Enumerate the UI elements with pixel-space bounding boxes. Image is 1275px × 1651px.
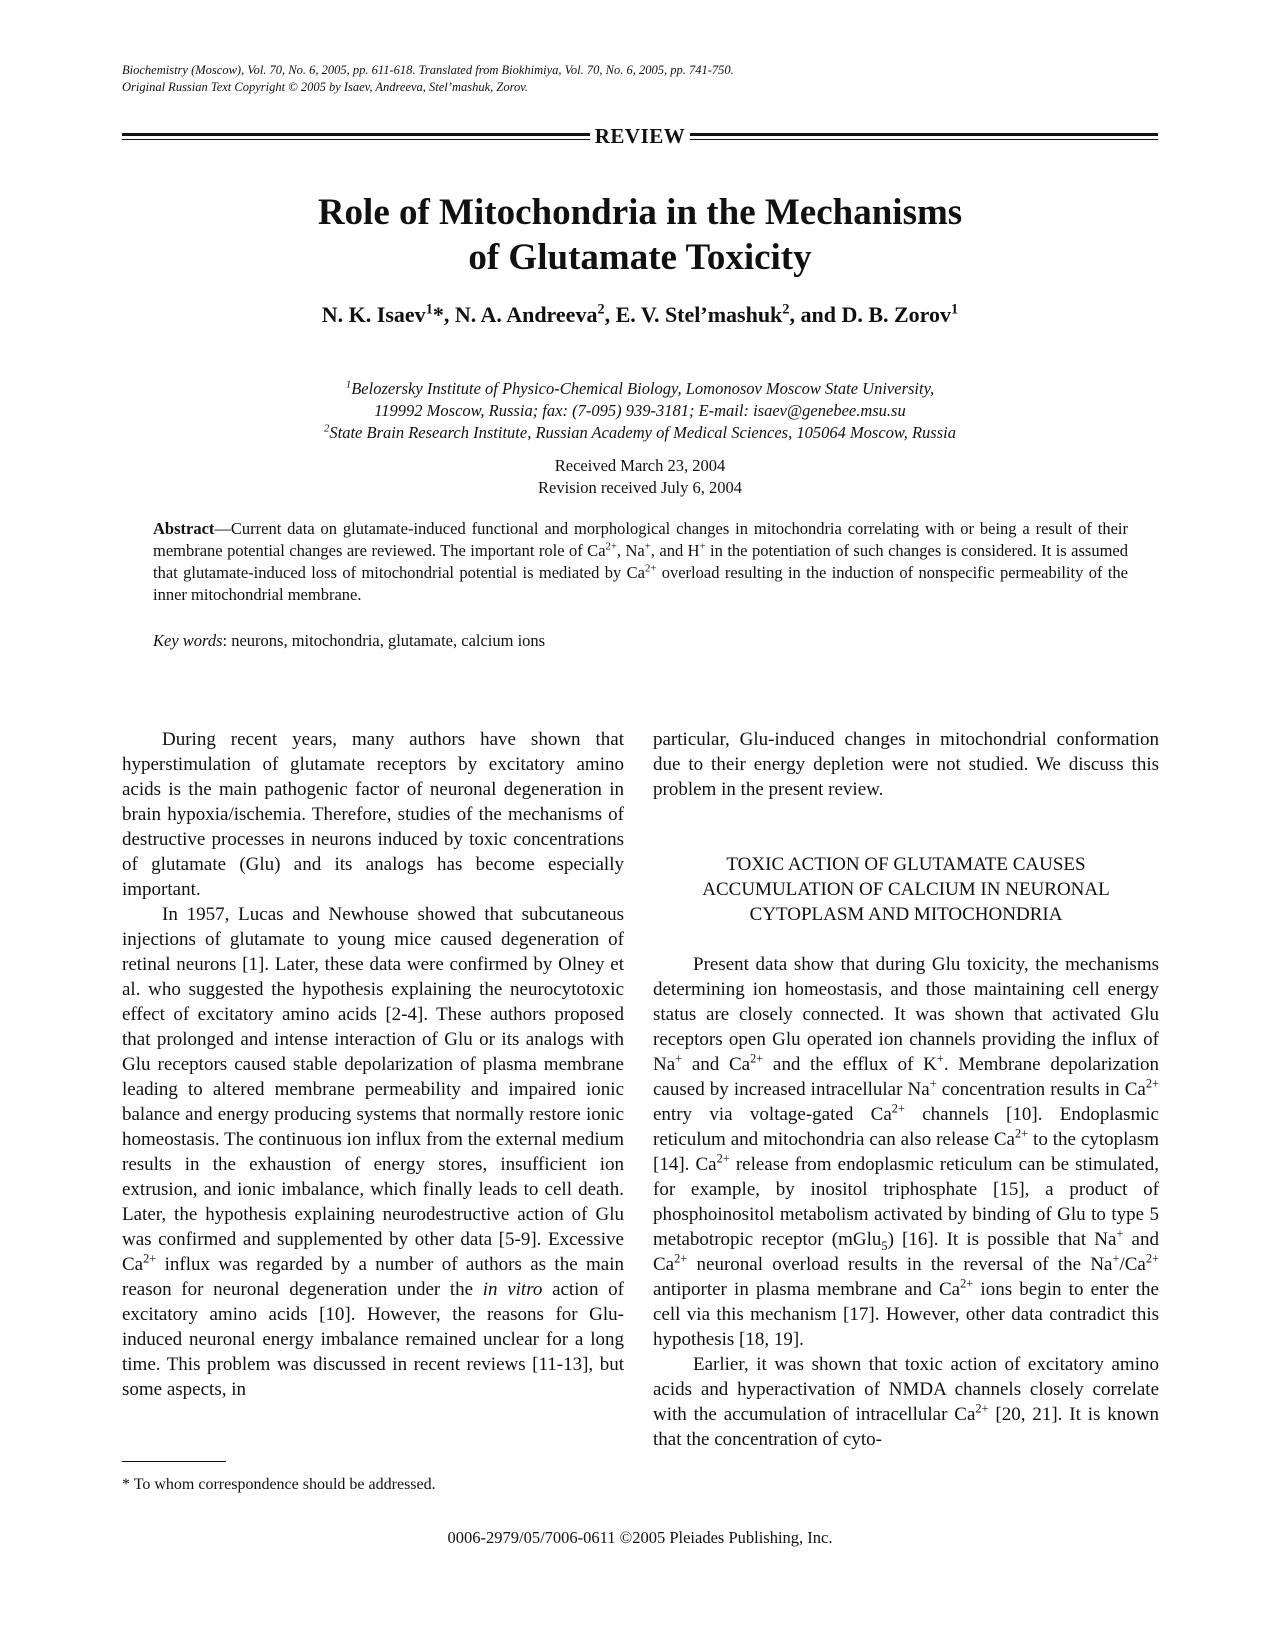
paragraph xyxy=(653,952,1159,1352)
affil-text: Belozersky Institute of Physico-Chemical Biology, Lomonosov Moscow State University, xyxy=(351,379,935,398)
superscript: + xyxy=(929,1076,937,1091)
abstract-text: , Na xyxy=(616,541,645,560)
superscript: 2+ xyxy=(960,1276,974,1291)
abstract-label: Abstract xyxy=(153,519,215,538)
affil-mark: 1 xyxy=(345,378,352,391)
paragraph-text: to the cytoplasm [14]. Ca xyxy=(653,1129,1159,1175)
superscript: 2+ xyxy=(644,562,657,575)
paragraph-text: channels [10]. Endoplasmic reticulum and mitochondria can also release Ca xyxy=(653,1104,1159,1150)
superscript: + xyxy=(1116,1226,1124,1241)
paragraph-text: and the efflux of K xyxy=(763,1054,937,1075)
received-dates xyxy=(122,455,1158,499)
keywords xyxy=(153,630,1128,652)
superscript: 2+ xyxy=(716,1151,730,1166)
subscript: 5 xyxy=(881,1238,888,1253)
superscript: 2+ xyxy=(891,1101,905,1116)
author-name: N. A. Andreeva xyxy=(454,302,598,327)
abstract xyxy=(153,518,1128,606)
footnote-rule xyxy=(122,1461,226,1462)
paragraph: particular, Glu-induced changes in mitochondrial conformation due to their energy depletion were not studied. We discuss this problem in the present review. xyxy=(653,729,1159,800)
paragraph-text: In 1957, Lucas and Newhouse showed that subcutaneous injections of glutamate to young mice caused degeneration of retinal neurons [1]. Later, these data were confirmed by Olney et al. who suggested the hypothesis explaining the neurocytotoxic effect of excitatory amino acids [2-4]. These authors proposed that prolonged and intense interaction of Glu or its analogs with Glu receptors caused stable depolarization of plasma membrane leading to altered membrane permeability and impaired ionic balance and energy producing systems that normally restore ionic homeostasis. The continuous ion influx from the external medium results in the exhaustion of energy stores, insufficient ion extrusion, and ionic imbalance, which finally leads to cell death. Later, the hypothesis explaining neurodestructive action of Glu was confirmed and supplemented by other data [5-9]. Excessive Ca xyxy=(122,904,624,1275)
section-label: REVIEW xyxy=(594,123,686,148)
paragraph-text: Present data show that during Glu toxicity, the mechanisms determining ion homeostasis, and those maintaining cell energy status are closely connected. It was shown that activated Glu receptors open Glu operated ion channels providing the influx of Na xyxy=(653,954,1159,1075)
publisher-line: 0006-2979/05/7006-0611 ©2005 Pleiades Publishing, Inc. xyxy=(447,1528,833,1547)
paragraph-text: release from endoplasmic reticulum can be stimulated, for example, by inositol triphosphate [15], a product of phosphoinositol metabolism activated by binding of Glu to type 5 metabotropic receptor (mGlu xyxy=(653,1154,1159,1250)
heading-line: ACCUMULATION OF CALCIUM IN NEURONAL xyxy=(702,879,1110,900)
left-rule xyxy=(122,133,590,140)
right-column xyxy=(653,727,1159,1452)
abstract-text: , and H xyxy=(650,541,700,560)
copyright-notice: Original Russian Text Copyright © 2005 by Isaev, Andreeva, Stel’mashuk, Zorov. xyxy=(122,80,528,94)
superscript: 2+ xyxy=(1014,1126,1029,1141)
author-name: D. B. Zorov xyxy=(841,302,952,327)
affiliations xyxy=(122,378,1158,444)
superscript: + xyxy=(699,540,706,553)
heading-line: TOXIC ACTION OF GLUTAMATE CAUSES xyxy=(726,854,1086,875)
footnote: * To whom correspondence should be addressed. xyxy=(122,1476,436,1493)
affil-text: State Brain Research Institute, Russian Academy of Medical Sciences, 105064 Moscow, Russia xyxy=(329,423,956,442)
abstract-text: overload resulting in the induction of nonspecific permeability of the inner mitochondrial membrane. xyxy=(153,563,1128,604)
section-label-bar xyxy=(122,121,1158,151)
paragraph: During recent years, many authors have shown that hyperstimulation of glutamate receptors by excitatory amino acids is the main pathogenic factor of neuronal degeneration in brain hypoxia/ischemia. Therefore, studies of the mechanisms of destructive processes in neurons induced by toxic concentrations of glutamate (Glu) and its analogs has become especially important. xyxy=(122,729,624,900)
paragraph-text: neuronal overload results in the reversal of the Na xyxy=(687,1254,1113,1275)
paragraph-text: concentration results in Ca xyxy=(936,1079,1146,1100)
author-separator: , and xyxy=(789,302,842,327)
superscript: 2+ xyxy=(750,1051,764,1066)
journal-header xyxy=(122,62,1162,96)
superscript: + xyxy=(644,540,651,553)
paragraph-text: Earlier, it was shown that toxic action of excitatory amino acids and hyperactivation of NMDA channels closely correlate with the accumulation of intracellular Ca xyxy=(653,1354,1159,1425)
paragraph-text: ) [16]. It is possible that Na xyxy=(887,1229,1117,1250)
superscript: 2+ xyxy=(1145,1251,1159,1266)
heading-line: CYTOPLASM AND MITOCHONDRIA xyxy=(749,904,1063,925)
author-affil-mark: 2 xyxy=(597,301,605,318)
affil-mark: 2 xyxy=(324,422,330,435)
paragraph-text: /Ca xyxy=(1119,1254,1146,1275)
paragraph-text: action of excitatory amino acids [10]. However, the reasons for Glu-induced neuronal energy imbalance remained unclear for a long time. This problem was discussed in recent reviews [11-13], but some aspects, in xyxy=(122,1279,624,1400)
superscript: 2+ xyxy=(605,540,617,553)
author-name: N. K. Isaev xyxy=(321,302,426,327)
affiliation-1-contact: 119992 Moscow, Russia; fax: (7-095) 939-3181; E-mail: isaev@genebee.msu.su xyxy=(374,401,906,420)
author-affil-mark: 1 xyxy=(425,301,433,318)
revised-date: Revision received July 6, 2004 xyxy=(538,478,742,497)
author-separator: *, xyxy=(432,302,455,327)
affiliation-1 xyxy=(122,378,1158,400)
superscript: 2+ xyxy=(975,1401,989,1416)
abstract-text: —Current data on glutamate-induced functional and morphological changes in mitochondria correlating with or being a result of their membrane potential changes are reviewed. The important role of Ca xyxy=(153,519,1128,560)
left-column xyxy=(122,727,624,1402)
superscript: + xyxy=(1112,1251,1120,1266)
title-line-2: of Glutamate Toxicity xyxy=(468,237,812,278)
section-heading xyxy=(653,852,1159,927)
title-line-1: Role of Mitochondria in the Mechanisms xyxy=(317,192,963,233)
superscript: 2+ xyxy=(1145,1076,1159,1091)
paragraph-text: ions begin to enter the cell via this mechanism [17]. However, other data contradict this hypothesis [18, 19]. xyxy=(653,1279,1159,1350)
affiliation-2 xyxy=(122,422,1158,444)
paragraph xyxy=(653,1352,1159,1452)
right-rule xyxy=(690,133,1158,140)
received-date: Received March 23, 2004 xyxy=(554,456,726,475)
paper-title xyxy=(122,190,1158,280)
author-name: E. V. Stel’mashuk xyxy=(615,302,783,327)
author-list xyxy=(122,300,1158,330)
paragraph-text: influx was regarded by a number of authors as the main reason for neuronal degeneration under the xyxy=(122,1254,624,1300)
journal-citation: Biochemistry (Moscow), Vol. 70, No. 6, 2005, pp. 611-618. Translated from Biokhimiya, Vol. 70, No. 6, 2005, pp. 741-750. xyxy=(122,63,734,77)
keywords-label: Key words xyxy=(153,631,223,650)
paragraph-text: . Membrane depolarization caused by increased intracellular Na xyxy=(653,1054,1159,1100)
superscript: 2+ xyxy=(143,1251,157,1266)
author-separator: , xyxy=(604,302,616,327)
keywords-text: : neurons, mitochondria, glutamate, calcium ions xyxy=(222,631,546,650)
paragraph xyxy=(122,902,624,1402)
paragraph-text: antiporter in plasma membrane and Ca xyxy=(653,1279,961,1300)
paragraph-text: entry via voltage-gated Ca xyxy=(653,1104,892,1125)
superscript: + xyxy=(675,1051,683,1066)
abstract-text: in the potentiation of such changes is considered. It is assumed that glutamate-induced loss of mitochondrial potential is mediated by Ca xyxy=(153,541,1128,582)
paragraph-text: [20, 21]. It is known that the concentration of cyto- xyxy=(653,1404,1159,1450)
paragraph-text: and Ca xyxy=(653,1229,1159,1275)
italic-text: in vitro xyxy=(482,1279,543,1300)
superscript: + xyxy=(936,1051,944,1066)
author-affil-mark: 1 xyxy=(951,301,959,318)
paragraph-text: and Ca xyxy=(682,1054,751,1075)
author-affil-mark: 2 xyxy=(782,301,790,318)
superscript: 2+ xyxy=(674,1251,688,1266)
